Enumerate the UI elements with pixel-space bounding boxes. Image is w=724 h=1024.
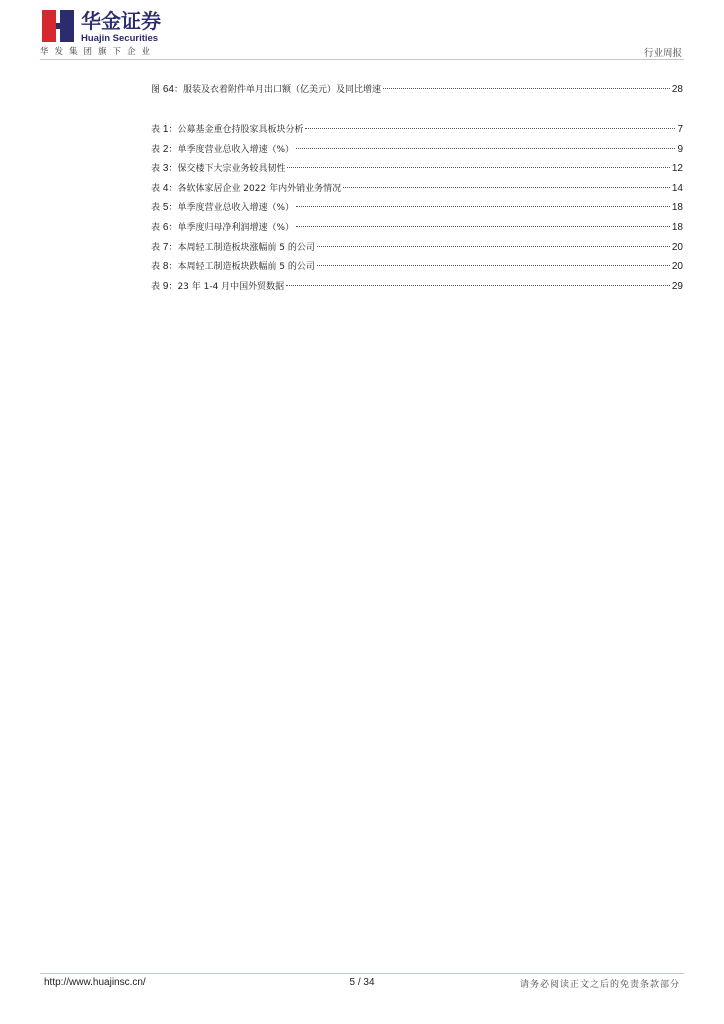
toc-page-number: 20 [671, 242, 683, 253]
toc-entry-label: 表 4：各软体家居企业 2022 年内外销业务情况 [151, 183, 342, 194]
header-divider [40, 59, 684, 60]
toc-entry[interactable] [151, 240, 683, 256]
footer-disclaimer: 请务必阅读正文之后的免责条款部分 [519, 980, 680, 990]
toc-page-number: 28 [671, 84, 683, 95]
toc-dot-leader [305, 128, 675, 129]
company-logo [40, 8, 240, 58]
toc-entry[interactable] [151, 161, 683, 177]
toc-entry[interactable] [151, 279, 683, 295]
toc-dot-leader [287, 167, 669, 168]
toc-dot-leader [296, 206, 670, 207]
toc-page-number: 9 [677, 144, 683, 155]
toc-entry[interactable] [151, 142, 683, 158]
toc-entry[interactable] [151, 82, 683, 98]
toc-dot-leader [296, 226, 670, 227]
toc-entry-label: 表 6：单季度归母净利润增速（%） [151, 222, 294, 233]
toc-dot-leader [286, 285, 670, 286]
toc-entry-label: 表 2：单季度营业总收入增速（%） [151, 144, 294, 155]
footer-website-link[interactable]: http://www.huajinsc.cn/ [44, 977, 146, 988]
page-indicator: 5 / 34 [349, 977, 375, 988]
toc-entry[interactable] [151, 181, 683, 197]
logo-tagline: 华发集团旗下企业 [40, 47, 157, 57]
report-type-label: 行业周报 [643, 48, 682, 59]
toc-entry-label: 表 9：23 年 1-4 月中国外贸数据 [151, 281, 285, 292]
toc-entry-label: 表 1：公募基金重仓持股家具板块分析 [151, 124, 304, 135]
toc-entry[interactable] [151, 122, 683, 138]
toc-entry-label: 图 64：服装及衣着附件单月出口额（亿美元）及同比增速 [151, 84, 382, 95]
huajin-logo-icon [40, 8, 76, 44]
toc-entry-label: 表 5：单季度营业总收入增速（%） [151, 202, 294, 213]
toc-page-number: 18 [671, 222, 683, 233]
toc-page-number: 18 [671, 202, 683, 213]
footer-divider [40, 973, 684, 974]
toc-entry[interactable] [151, 200, 683, 216]
toc-entry[interactable] [151, 259, 683, 275]
toc-dot-leader [383, 88, 670, 89]
logo-chinese-name: 华金证券 [81, 9, 161, 33]
toc-page-number: 12 [671, 163, 683, 174]
toc-entry-label: 表 7：本周轻工制造板块涨幅前 5 的公司 [151, 242, 315, 253]
toc-page-number: 7 [677, 124, 683, 135]
toc-dot-leader [317, 265, 670, 266]
toc-page-number: 20 [671, 261, 683, 272]
toc-dot-leader [296, 148, 675, 149]
toc-dot-leader [317, 246, 670, 247]
toc-entry[interactable] [151, 220, 683, 236]
toc-entry-label: 表 3：保交楼下大宗业务较具韧性 [151, 163, 286, 174]
logo-english-name: Huajin Securities [81, 33, 159, 44]
toc-page-number: 14 [671, 183, 683, 194]
toc-dot-leader [343, 187, 670, 188]
toc-entry-label: 表 8：本周轻工制造板块跌幅前 5 的公司 [151, 261, 315, 272]
toc-page-number: 29 [671, 281, 683, 292]
